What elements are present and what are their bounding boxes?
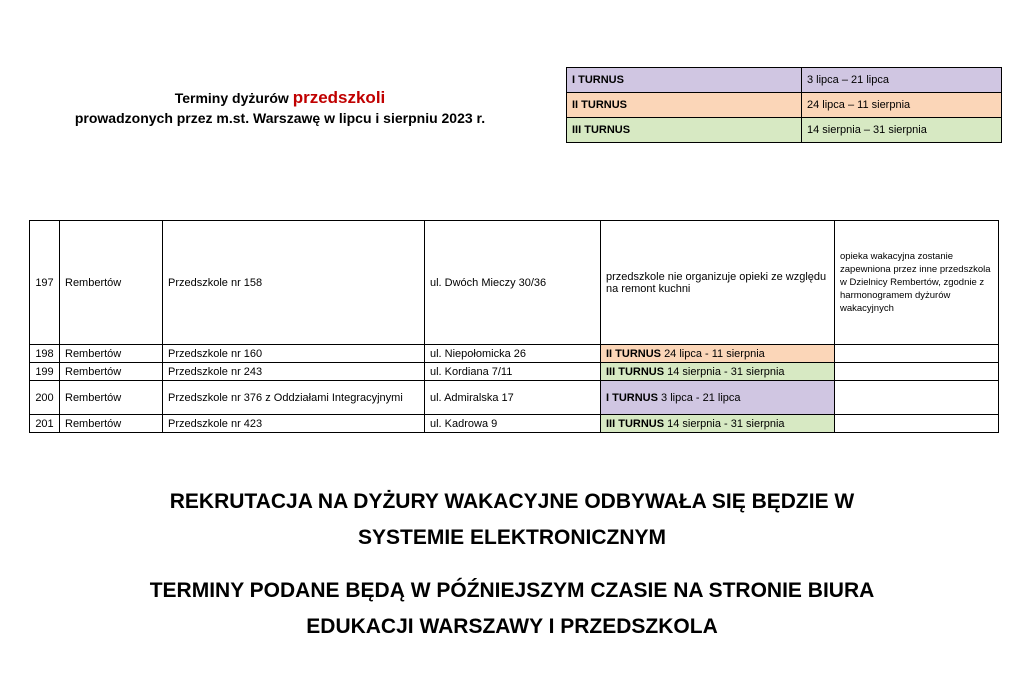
duty-cell [601,363,835,381]
note-cell [835,381,999,415]
kindergarten-name-cell: Przedszkole nr 423 [163,415,425,433]
address-cell: ul. Niepołomicka 26 [425,345,601,363]
kindergarten-name-cell: Przedszkole nr 376 z Oddziałami Integracyjnymi [163,381,425,415]
turnus-name: I TURNUS [567,68,802,93]
title-subtitle: prowadzonych przez m.st. Warszawę w lipcu i sierpniu 2023 r. [74,110,486,126]
row-number: 199 [30,363,60,381]
district-cell: Rembertów [60,415,163,433]
row-number: 200 [30,381,60,415]
row-number: 198 [30,345,60,363]
district-cell: Rembertów [60,363,163,381]
district-cell: Rembertów [60,221,163,345]
turnus-dates: 14 sierpnia - 31 sierpnia [667,417,785,430]
turnus-dates: 24 lipca - 11 sierpnia [664,347,765,360]
turnus-name: III TURNUS [567,118,802,143]
document-title [0,88,560,128]
address-cell: ul. Admiralska 17 [425,381,601,415]
table-row [30,345,999,363]
duty-cell [601,381,835,415]
duty-cell: przedszkole nie organizuje opieki ze względu na remont kuchni [601,221,835,345]
recruitment-notice [0,484,1024,556]
turnus-dates: 14 sierpnia – 31 sierpnia [802,118,1002,143]
district-cell: Rembertów [60,381,163,415]
row-number: 197 [30,221,60,345]
turnus-label: II TURNUS [606,347,661,360]
notice-line: EDUKACJI WARSZAWY I PRZEDSZKOLA [306,615,718,638]
note-cell [835,363,999,381]
title-prefix: Terminy dyżurów [174,90,293,106]
notice-line: SYSTEMIE ELEKTRONICZNYM [357,526,667,549]
table-row [30,415,999,433]
kindergarten-name-cell: Przedszkole nr 158 [163,221,425,345]
kindergarten-name-cell: Przedszkole nr 243 [163,363,425,381]
note-cell [835,415,999,433]
turnus-label: I TURNUS [606,391,658,404]
turnus-dates: 3 lipca - 21 lipca [661,391,741,404]
duty-cell [601,415,835,433]
note-cell: opieka wakacyjna zostanie zapewniona przez inne przedszkola w Dzielnicy Rembertów, zgodnie z harmonogramem dyżurów wakacyjnych [835,221,999,345]
title-accent: przedszkoli [292,88,386,107]
dates-notice [0,573,1024,645]
turnus-row-3 [567,118,1002,143]
duty-cell [601,345,835,363]
turnus-name: II TURNUS [567,93,802,118]
turnus-label: III TURNUS [606,417,665,430]
turnus-label: III TURNUS [606,365,665,378]
row-number: 201 [30,415,60,433]
table-row [30,381,999,415]
address-cell: ul. Kordiana 7/11 [425,363,601,381]
turnus-row-1 [567,68,1002,93]
district-cell: Rembertów [60,345,163,363]
turnus-dates: 3 lipca – 21 lipca [802,68,1002,93]
notice-line: REKRUTACJA NA DYŻURY WAKACYJNE ODBYWAŁA SIĘ BĘDZIE W [169,490,855,513]
title-line [0,88,560,108]
turnus-dates: 14 sierpnia - 31 sierpnia [667,365,785,378]
address-cell: ul. Kadrowa 9 [425,415,601,433]
kindergarten-table [29,220,999,433]
table-row [30,363,999,381]
address-cell: ul. Dwóch Mieczy 30/36 [425,221,601,345]
turnus-legend-table [566,67,1002,143]
turnus-row-2 [567,93,1002,118]
note-cell [835,345,999,363]
notice-line: TERMINY PODANE BĘDĄ W PÓŹNIEJSZYM CZASIE NA STRONIE BIURA [149,579,875,602]
table-row [30,221,999,345]
kindergarten-name-cell: Przedszkole nr 160 [163,345,425,363]
turnus-dates: 24 lipca – 11 sierpnia [802,93,1002,118]
